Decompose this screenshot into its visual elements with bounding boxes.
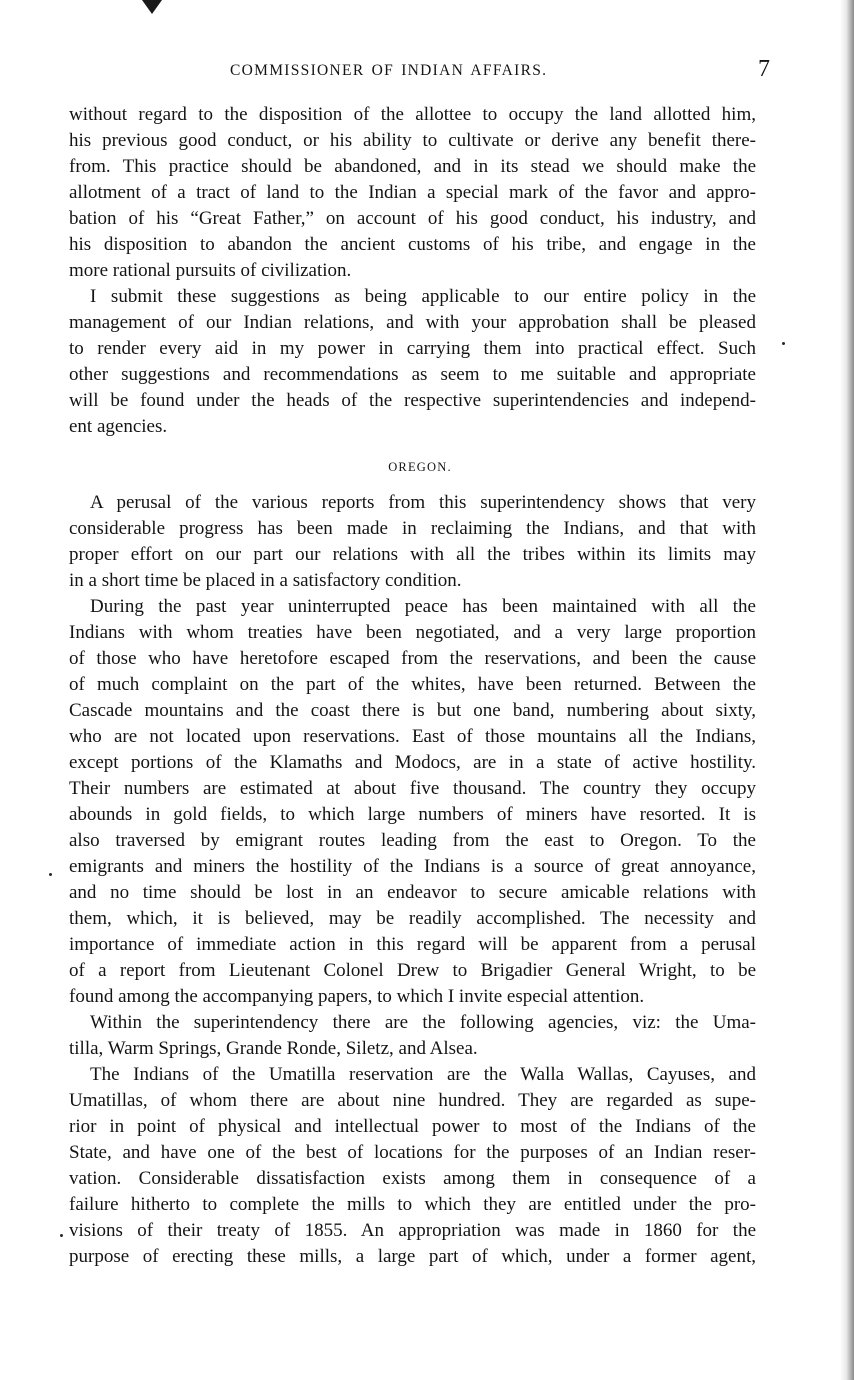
text-line: them, which, it is believed, may be readily accomplished. The necessity and bbox=[69, 908, 756, 929]
text-line: also traversed by emigrant routes leading from the east to Oregon. To the bbox=[69, 830, 756, 851]
text-line: bation of his “Great Father,” on account of his good conduct, his industry, and bbox=[69, 208, 756, 229]
page-header bbox=[70, 58, 770, 88]
print-speck bbox=[782, 342, 785, 345]
text-line: except portions of the Klamaths and Modocs, are in a state of active hostility. bbox=[69, 752, 756, 773]
text-line: ent agencies. bbox=[69, 416, 168, 437]
section-heading: OREGON. bbox=[388, 460, 452, 474]
text-line: his disposition to abandon the ancient customs of his tribe, and engage in the bbox=[69, 234, 756, 255]
text-line: other suggestions and recommendations as seem to me suitable and appropriate bbox=[69, 364, 756, 385]
text-line: importance of immediate action in this regard will be apparent from a perusal bbox=[69, 934, 756, 955]
text-line: A perusal of the various reports from this superintendency shows that very bbox=[90, 492, 756, 513]
text-line: without regard to the disposition of the allottee to occupy the land allotted him, bbox=[69, 104, 756, 125]
text-line: more rational pursuits of civilization. bbox=[69, 260, 352, 281]
text-line: who are not located upon reservations. East of those mountains all the Indians, bbox=[69, 726, 756, 747]
text-line: Cascade mountains and the coast there is but one band, numbering about sixty, bbox=[69, 700, 756, 721]
text-line: During the past year uninterrupted peace has been maintained with all the bbox=[90, 596, 756, 617]
text-line: The Indians of the Umatilla reservation are the Walla Wallas, Cayuses, and bbox=[90, 1064, 756, 1085]
print-speck bbox=[60, 1234, 63, 1237]
text-line: from. This practice should be abandoned, and in its stead we should make the bbox=[69, 156, 756, 177]
text-line: and no time should be lost in an endeavor to secure amicable relations with bbox=[69, 882, 756, 903]
text-line: will be found under the heads of the respective superintendencies and independ- bbox=[69, 390, 756, 411]
corner-mark bbox=[142, 0, 162, 14]
text-line: failure hitherto to complete the mills to which they are entitled under the pro- bbox=[69, 1194, 756, 1215]
text-line: considerable progress has been made in reclaiming the Indians, and that with bbox=[69, 518, 756, 539]
text-line: of a report from Lieutenant Colonel Drew to Brigadier General Wright, to be bbox=[69, 960, 756, 981]
text-line: abounds in gold fields, to which large numbers of miners have resorted. It is bbox=[69, 804, 756, 825]
text-line: purpose of erecting these mills, a large part of which, under a former agent, bbox=[69, 1246, 756, 1267]
text-line: found among the accompanying papers, to which I invite especial attention. bbox=[69, 986, 645, 1007]
text-line: visions of their treaty of 1855. An appropriation was made in 1860 for the bbox=[69, 1220, 756, 1241]
text-line: proper effort on our part our relations with all the tribes within its limits may bbox=[69, 544, 756, 565]
text-line: Umatillas, of whom there are about nine hundred. They are regarded as supe- bbox=[69, 1090, 756, 1111]
text-line: his previous good conduct, or his ability to cultivate or derive any benefit there- bbox=[69, 130, 756, 151]
page-edge-shadow bbox=[840, 0, 854, 1380]
text-line: management of our Indian relations, and with your approbation shall be pleased bbox=[69, 312, 756, 333]
text-line: tilla, Warm Springs, Grande Ronde, Siletz, and Alsea. bbox=[69, 1038, 478, 1059]
text-line: of much complaint on the part of the whites, have been returned. Between the bbox=[69, 674, 756, 695]
text-line: to render every aid in my power in carrying them into practical effect. Such bbox=[69, 338, 756, 359]
text-line: I submit these suggestions as being applicable to our entire policy in the bbox=[90, 286, 756, 307]
text-line: Indians with whom treaties have been negotiated, and a very large proportion bbox=[69, 622, 756, 643]
running-head: COMMISSIONER OF INDIAN AFFAIRS. bbox=[230, 62, 548, 79]
text-line: Their numbers are estimated at about five thousand. The country they occupy bbox=[69, 778, 756, 799]
text-line: rior in point of physical and intellectual power to most of the Indians of the bbox=[69, 1116, 756, 1137]
page-number: 7 bbox=[758, 56, 770, 82]
text-line: State, and have one of the best of locations for the purposes of an Indian reser- bbox=[69, 1142, 756, 1163]
text-line: of those who have heretofore escaped from the reservations, and been the cause bbox=[69, 648, 756, 669]
print-speck bbox=[49, 873, 52, 876]
text-line: allotment of a tract of land to the Indian a special mark of the favor and appro- bbox=[69, 182, 756, 203]
text-line: emigrants and miners the hostility of the Indians is a source of great annoyance, bbox=[69, 856, 756, 877]
text-line: vation. Considerable dissatisfaction exists among them in consequence of a bbox=[69, 1168, 756, 1189]
text-line: Within the superintendency there are the following agencies, viz: the Uma- bbox=[90, 1012, 756, 1033]
text-line: in a short time be placed in a satisfactory condition. bbox=[69, 570, 462, 591]
